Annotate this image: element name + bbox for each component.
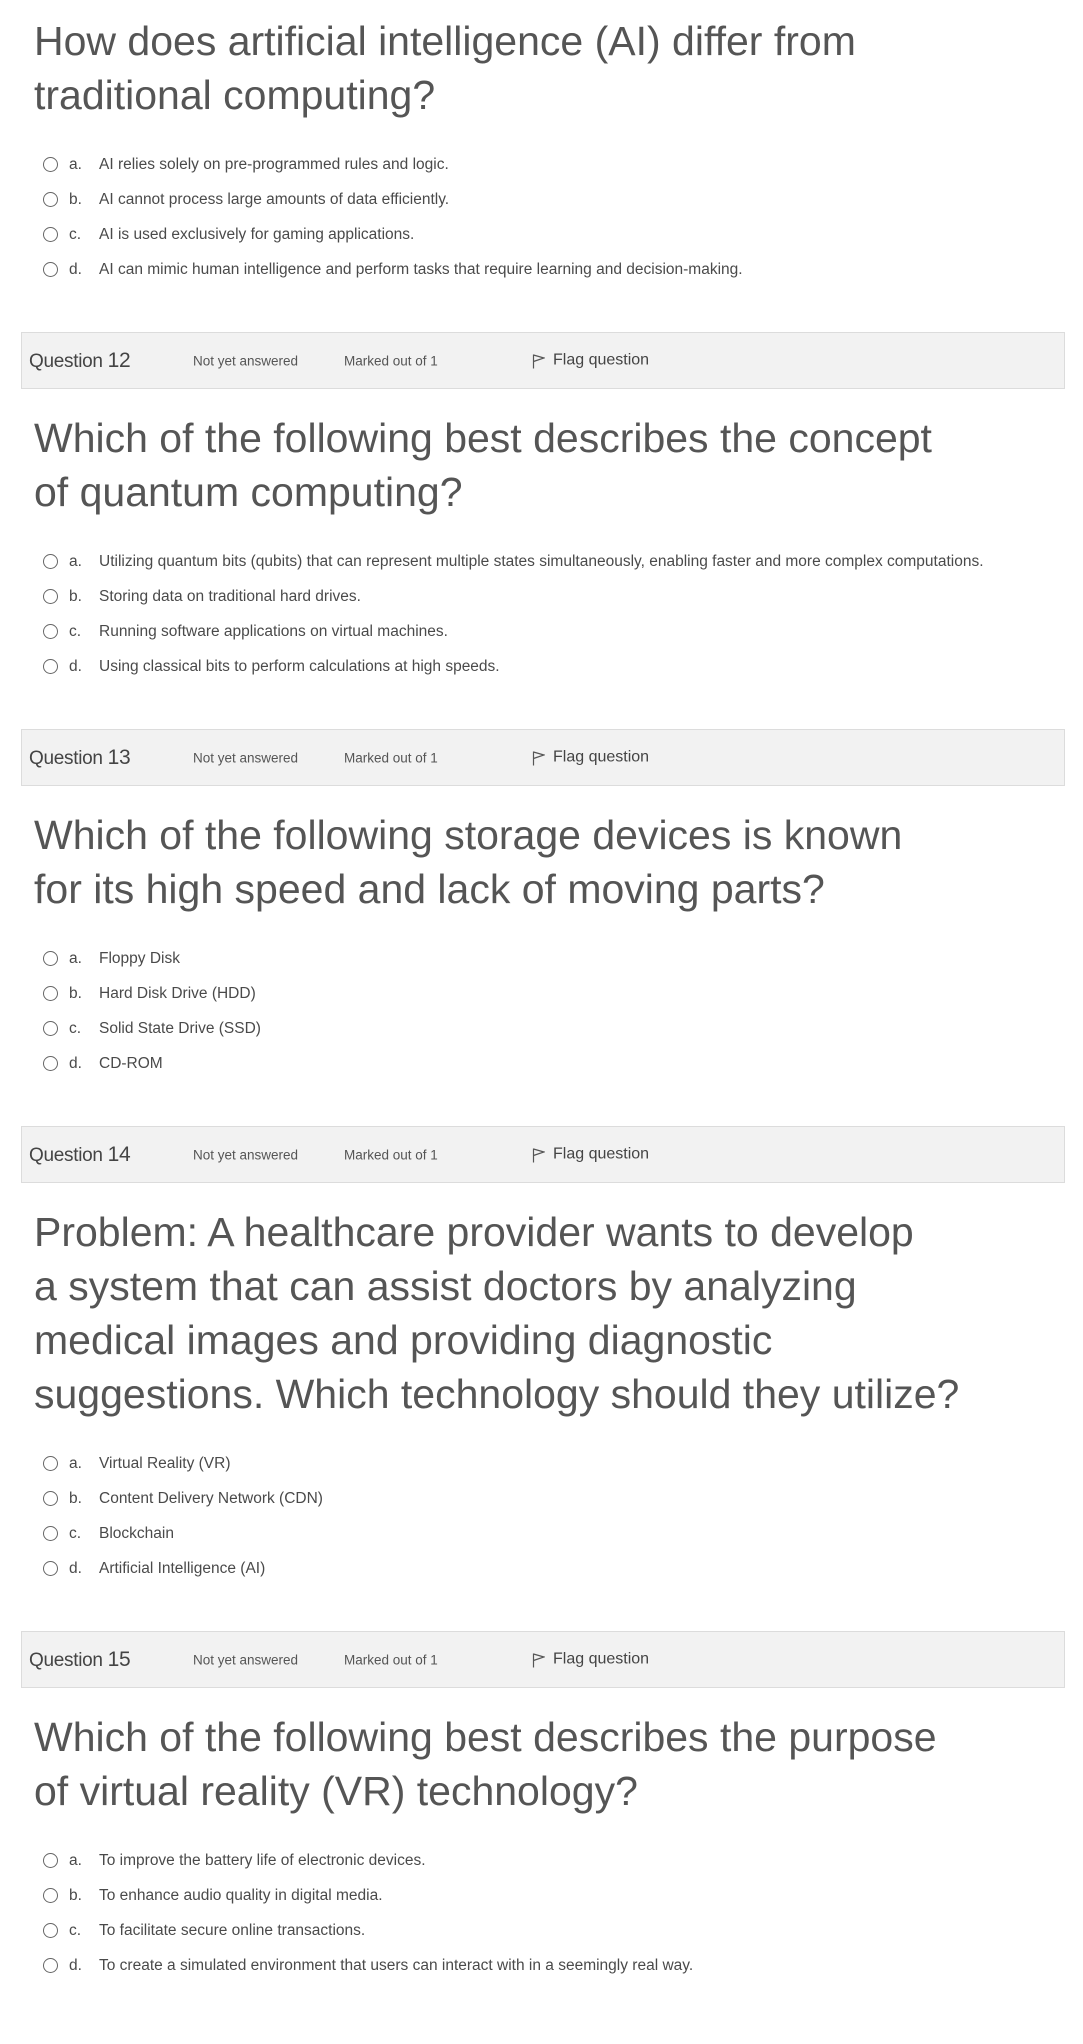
answer-option[interactable] [0, 182, 1083, 217]
answer-option[interactable] [0, 252, 1083, 287]
answer-option[interactable] [0, 147, 1083, 182]
question-text [34, 14, 1083, 122]
option-letter: b. [69, 1886, 82, 1904]
answer-option[interactable] [0, 1446, 1083, 1481]
answer-options [0, 1843, 1083, 1983]
answer-option[interactable] [0, 1046, 1083, 1081]
question-text-line: of virtual reality (VR) technology? [34, 1768, 638, 1814]
answer-state: Not yet answered [193, 750, 299, 765]
radio-button[interactable] [43, 262, 58, 277]
option-text: Solid State Drive (SSD) [99, 1019, 261, 1037]
option-text: AI is used exclusively for gaming applications. [99, 225, 415, 243]
question-text-line: Which of the following best describes the concept [34, 415, 932, 461]
question-number: Question 14 [29, 1142, 131, 1166]
radio-button[interactable] [43, 1958, 58, 1973]
flag-icon [532, 1141, 553, 1168]
option-text: Storing data on traditional hard drives. [99, 587, 361, 605]
option-text: Using classical bits to perform calculations at high speeds. [99, 657, 500, 675]
answer-option[interactable] [0, 579, 1083, 614]
answer-option[interactable] [0, 614, 1083, 649]
question-text-line: suggestions. Which technology should they utilize? [34, 1371, 960, 1417]
grade-info: Marked out of 1 [344, 1147, 438, 1162]
option-letter: c. [69, 1921, 82, 1939]
question-text [34, 1205, 1083, 1421]
answer-option[interactable] [0, 976, 1083, 1011]
option-text: To improve the battery life of electronic devices. [99, 1851, 426, 1869]
answer-options [0, 147, 1083, 287]
question-text-line: Which of the following storage devices is known [34, 812, 903, 858]
option-letter: a. [69, 1454, 82, 1472]
option-letter: d. [69, 1559, 82, 1577]
radio-button[interactable] [43, 1561, 58, 1576]
question-info-bar [21, 1126, 1065, 1183]
option-text: Running software applications on virtual machines. [99, 622, 448, 640]
answer-option[interactable] [0, 1948, 1083, 1983]
answer-option[interactable] [0, 1913, 1083, 1948]
option-text: AI can mimic human intelligence and perform tasks that require learning and decision-making. [99, 260, 743, 278]
answer-option[interactable] [0, 1481, 1083, 1516]
question-text-line: Problem: A healthcare provider wants to develop [34, 1209, 914, 1255]
answer-option[interactable] [0, 1516, 1083, 1551]
option-text: Hard Disk Drive (HDD) [99, 984, 256, 1002]
answer-option[interactable] [0, 1011, 1083, 1046]
answer-state: Not yet answered [193, 1652, 299, 1667]
option-letter: a. [69, 949, 82, 967]
radio-button[interactable] [43, 589, 58, 604]
answer-options [0, 1446, 1083, 1586]
question-number: Question 15 [29, 1647, 131, 1671]
radio-button[interactable] [43, 192, 58, 207]
option-text: Blockchain [99, 1524, 174, 1542]
radio-button[interactable] [43, 227, 58, 242]
option-letter: c. [69, 1524, 82, 1542]
option-text: Virtual Reality (VR) [99, 1454, 231, 1472]
radio-button[interactable] [43, 1056, 58, 1071]
flag-question-button[interactable]: Flag question [532, 347, 649, 374]
question-12 [0, 332, 1083, 684]
answer-option[interactable] [0, 217, 1083, 252]
flag-question-button[interactable]: Flag question [532, 744, 649, 771]
option-text: To enhance audio quality in digital media. [99, 1886, 383, 1904]
answer-option[interactable] [0, 649, 1083, 684]
option-letter: d. [69, 657, 82, 675]
option-text: Utilizing quantum bits (qubits) that can represent multiple states simultaneously, enabling faster and more complex computations. [99, 552, 984, 570]
flag-icon [532, 347, 553, 374]
option-letter: d. [69, 260, 82, 278]
radio-button[interactable] [43, 157, 58, 172]
question-text-line: How does artificial intelligence (AI) differ from [34, 18, 856, 64]
option-text: AI relies solely on pre-programmed rules and logic. [99, 155, 449, 173]
answer-options [0, 544, 1083, 684]
option-text: AI cannot process large amounts of data efficiently. [99, 190, 450, 208]
answer-option[interactable] [0, 1878, 1083, 1913]
option-text: To facilitate secure online transactions. [99, 1921, 366, 1939]
question-15 [0, 1631, 1083, 1983]
answer-option[interactable] [0, 941, 1083, 976]
question-14 [0, 1126, 1083, 1586]
radio-button[interactable] [43, 554, 58, 569]
option-letter: b. [69, 190, 82, 208]
answer-state: Not yet answered [193, 1147, 299, 1162]
option-letter: a. [69, 552, 82, 570]
question-text-line: a system that can assist doctors by analyzing [34, 1263, 857, 1309]
radio-button[interactable] [43, 1456, 58, 1471]
grade-info: Marked out of 1 [344, 1652, 438, 1667]
question-text [34, 808, 1083, 916]
grade-info: Marked out of 1 [344, 750, 438, 765]
question-text-line: for its high speed and lack of moving parts? [34, 866, 825, 912]
answer-option[interactable] [0, 1551, 1083, 1586]
question-text-line: Which of the following best describes the purpose [34, 1714, 937, 1760]
option-text: To create a simulated environment that users can interact with in a seemingly real way. [99, 1956, 694, 1974]
option-letter: b. [69, 984, 82, 1002]
option-letter: d. [69, 1054, 82, 1072]
option-letter: b. [69, 587, 82, 605]
radio-button[interactable] [43, 1923, 58, 1938]
radio-button[interactable] [43, 1021, 58, 1036]
question-text-line: medical images and providing diagnostic [34, 1317, 773, 1363]
option-letter: a. [69, 155, 82, 173]
flag-question-button[interactable]: Flag question [532, 1646, 649, 1673]
question-info-bar [21, 332, 1065, 389]
option-letter: d. [69, 1956, 82, 1974]
answer-option[interactable] [0, 1843, 1083, 1878]
question-info-bar [21, 1631, 1065, 1688]
radio-button[interactable] [43, 951, 58, 966]
option-text: CD-ROM [99, 1054, 163, 1072]
flag-icon [532, 744, 553, 771]
option-letter: a. [69, 1851, 82, 1869]
answer-option[interactable] [0, 544, 1083, 579]
question-text-line: traditional computing? [34, 72, 436, 118]
question-number: Question 13 [29, 745, 131, 769]
question-text-line: of quantum computing? [34, 469, 463, 515]
grade-info: Marked out of 1 [344, 353, 438, 368]
option-letter: b. [69, 1489, 82, 1507]
answer-options [0, 941, 1083, 1081]
option-letter: c. [69, 225, 82, 243]
radio-button[interactable] [43, 1526, 58, 1541]
radio-button[interactable] [43, 1888, 58, 1903]
question-13 [0, 729, 1083, 1081]
question-text [34, 411, 1083, 519]
option-letter: c. [69, 622, 82, 640]
option-text: Floppy Disk [99, 949, 180, 967]
question-text [34, 1710, 1083, 1818]
question-previous [0, 14, 1083, 287]
flag-question-button[interactable]: Flag question [532, 1141, 649, 1168]
radio-button[interactable] [43, 1491, 58, 1506]
option-text: Content Delivery Network (CDN) [99, 1489, 323, 1507]
option-letter: c. [69, 1019, 82, 1037]
answer-state: Not yet answered [193, 353, 299, 368]
radio-button[interactable] [43, 624, 58, 639]
radio-button[interactable] [43, 659, 58, 674]
question-number: Question 12 [29, 348, 131, 372]
radio-button[interactable] [43, 986, 58, 1001]
question-info-bar [21, 729, 1065, 786]
flag-icon [532, 1646, 553, 1673]
radio-button[interactable] [43, 1853, 58, 1868]
option-text: Artificial Intelligence (AI) [99, 1559, 266, 1577]
